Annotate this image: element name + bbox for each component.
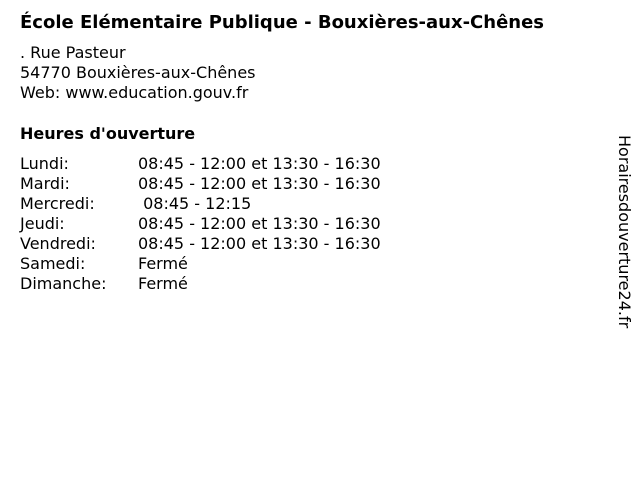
- day-label: Dimanche:: [20, 274, 107, 293]
- address-street: . Rue Pasteur: [20, 43, 126, 62]
- day-label: Lundi:: [20, 154, 69, 173]
- watermark-text: Horairesdouverture24.fr: [615, 135, 634, 329]
- day-label: Mercredi:: [20, 194, 95, 213]
- page-title: École Elémentaire Publique - Bouxières-aux-Chênes: [20, 12, 545, 33]
- day-label: Samedi:: [20, 254, 86, 273]
- day-label: Vendredi:: [20, 234, 96, 253]
- hours-heading: Heures d'ouverture: [20, 124, 196, 143]
- time-value: Fermé: [138, 254, 188, 273]
- address-city: 54770 Bouxières-aux-Chênes: [20, 63, 256, 82]
- address-web: Web: www.education.gouv.fr: [20, 83, 249, 102]
- time-value: 08:45 - 12:15: [138, 194, 252, 213]
- time-value: 08:45 - 12:00 et 13:30 - 16:30: [138, 214, 381, 233]
- day-label: Mardi:: [20, 174, 70, 193]
- time-value: Fermé: [138, 274, 188, 293]
- time-value: 08:45 - 12:00 et 13:30 - 16:30: [138, 174, 381, 193]
- address-block: [20, 43, 256, 103]
- day-label: Jeudi:: [20, 214, 65, 233]
- time-value: 08:45 - 12:00 et 13:30 - 16:30: [138, 154, 381, 173]
- time-value: 08:45 - 12:00 et 13:30 - 16:30: [138, 234, 381, 253]
